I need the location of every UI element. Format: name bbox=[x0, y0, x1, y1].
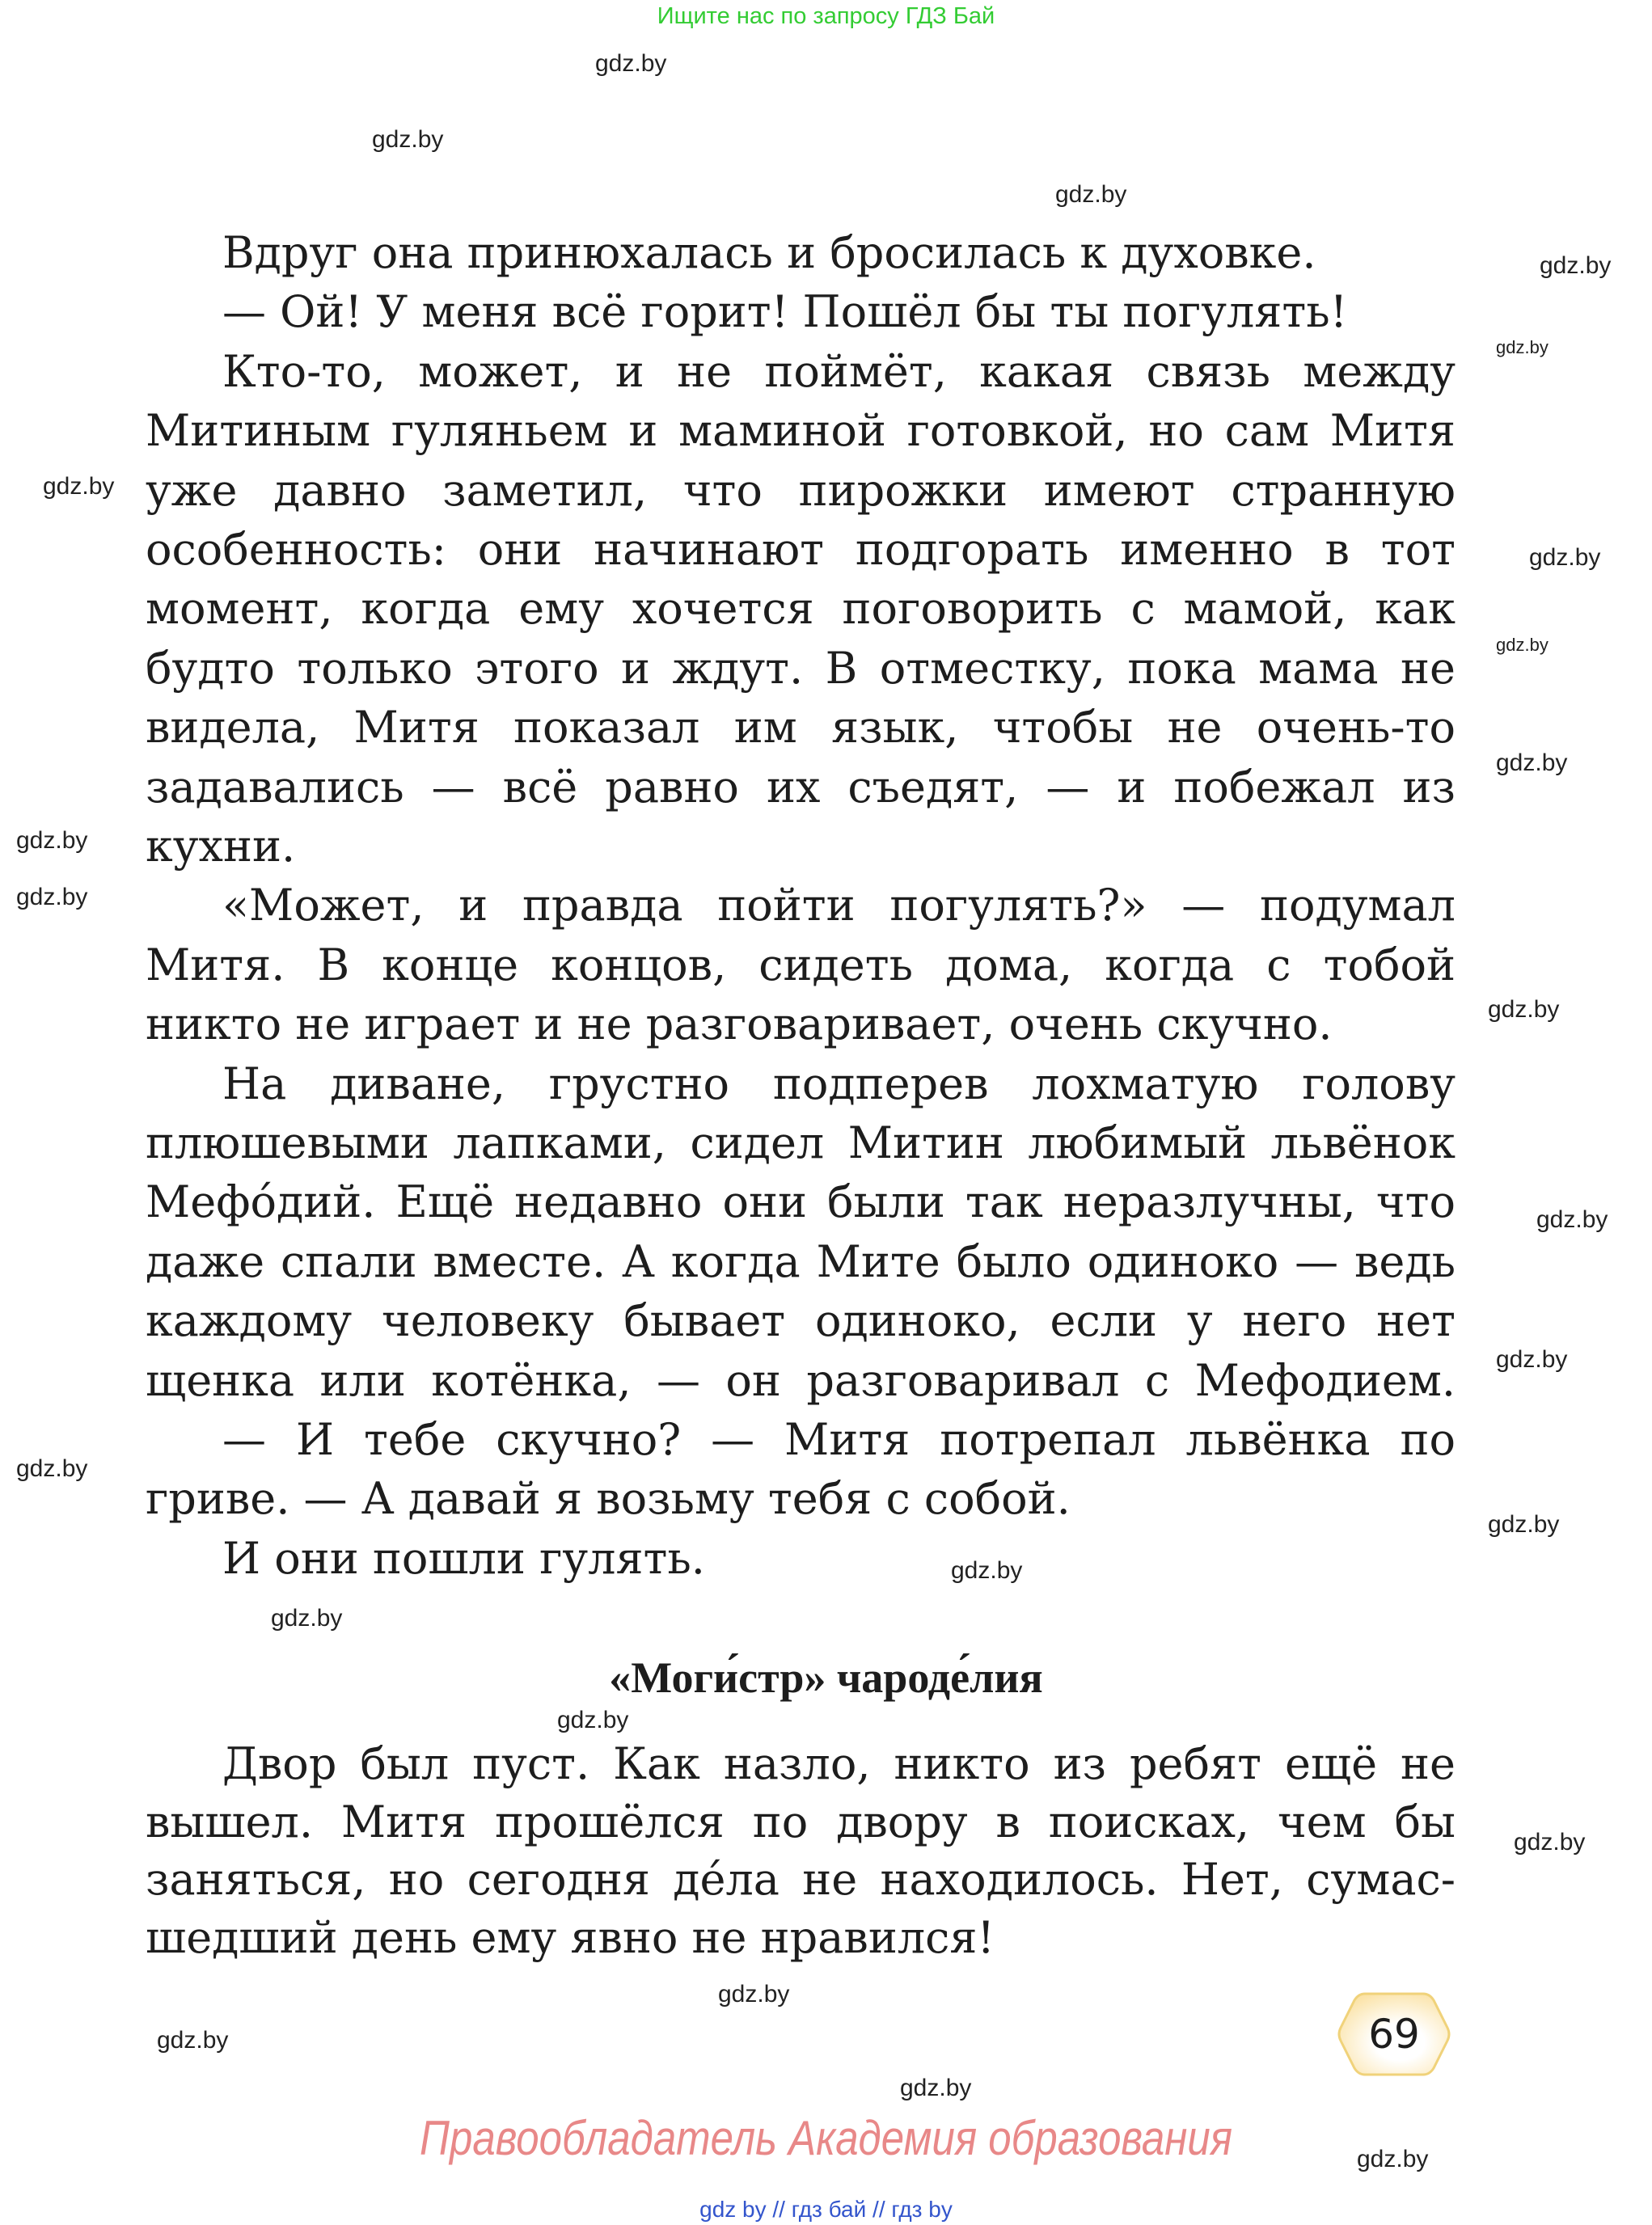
watermark: gdz.by bbox=[157, 2027, 229, 2054]
text-line: И они пошли гулять. bbox=[222, 1532, 705, 1584]
watermark: gdz.by bbox=[43, 473, 115, 500]
watermark: gdz.by bbox=[595, 50, 667, 77]
watermark: gdz.by bbox=[1055, 181, 1127, 208]
watermark: gdz.by bbox=[16, 1455, 88, 1482]
text-line: щенка или котёнка, — он разговаривал с Мефодием. bbox=[146, 1354, 1456, 1406]
text-line: видела, Митя показал им язык, чтобы не очень-то bbox=[146, 702, 1456, 754]
text-line: Кто-то, может, и не поймёт, какая связь между bbox=[222, 345, 1456, 397]
watermark: gdz.by bbox=[1496, 1346, 1568, 1373]
watermark: gdz.by bbox=[1514, 1829, 1586, 1856]
watermark: gdz.by bbox=[1496, 337, 1548, 357]
watermark: gdz.by bbox=[1540, 252, 1612, 279]
text-line: уже давно заметил, что пирожки имеют странную bbox=[146, 464, 1456, 516]
text-line: Вдруг она принюхалась и бросилась к духовке. bbox=[222, 227, 1316, 278]
text-line: задавались — всё равно их съедят, — и побежал из bbox=[146, 761, 1456, 813]
text-line: будто только этого и ждут. В отместку, пока мама не bbox=[146, 642, 1456, 694]
watermark: gdz.by bbox=[1357, 2146, 1429, 2172]
text-line: — Ой! У меня всё горит! Пошёл бы ты погулять! bbox=[222, 286, 1348, 338]
text-line: момент, когда ему хочется поговорить с мамой, как bbox=[146, 583, 1456, 635]
watermark: gdz.by bbox=[951, 1557, 1023, 1584]
watermark: gdz.by bbox=[1496, 749, 1568, 776]
watermark: gdz.by bbox=[1488, 996, 1560, 1023]
text-line: плюшевыми лапками, сидел Митин любимый львёнок bbox=[146, 1117, 1456, 1168]
text-line: вышел. Митя прошёлся по двору в поисках, чем бы bbox=[146, 1796, 1456, 1847]
text-line: «Может, и правда пойти погулять?» — подумал bbox=[222, 880, 1456, 931]
text-line: Двор был пуст. Как назло, никто из ребят ещё не bbox=[222, 1738, 1456, 1789]
rights-holder-notice: Правообладатель Академия образования bbox=[420, 2111, 1232, 2165]
text-line: гриве. — А давай я возьму тебя с собой. bbox=[146, 1473, 1071, 1525]
search-banner[interactable]: Ищите нас по запросу ГДЗ Бай bbox=[657, 3, 995, 29]
watermark: gdz.by bbox=[1529, 544, 1601, 571]
text-line: даже спали вместе. А когда Мите было одиноко — ведь bbox=[146, 1235, 1456, 1287]
text-line: На диване, грустно подперев лохматую голову bbox=[222, 1058, 1456, 1109]
watermark: gdz.by bbox=[557, 1707, 629, 1733]
watermark: gdz.by bbox=[271, 1605, 343, 1632]
text-line: Мефóдий. Ещё недавно они были так неразлучны, что bbox=[146, 1176, 1456, 1228]
text-line: кухни. bbox=[146, 821, 296, 872]
watermark: gdz.by bbox=[1536, 1206, 1608, 1233]
watermark: gdz.by bbox=[718, 1981, 790, 2008]
page-number-badge bbox=[1336, 1991, 1452, 2078]
watermark: gdz.by bbox=[372, 126, 444, 153]
bottom-links[interactable]: gdz by // гдз бай // гдз by bbox=[699, 2197, 953, 2222]
watermark: gdz.by bbox=[1488, 1511, 1560, 1538]
text-line: Митиным гуляньем и маминой готовкой, но сам Митя bbox=[146, 405, 1456, 457]
watermark: gdz.by bbox=[900, 2075, 972, 2101]
watermark: gdz.by bbox=[1496, 635, 1548, 655]
text-line: шедший день ему явно не нравился! bbox=[146, 1911, 995, 1963]
text-line: заняться, но сегодня дéла не находилось. Нет, сумас- bbox=[146, 1854, 1456, 1905]
watermark: gdz.by bbox=[16, 884, 88, 910]
text-line: — И тебе скучно? — Митя потрепал львёнка по bbox=[222, 1414, 1456, 1465]
text-line: никто не играет и не разговаривает, очень скучно. bbox=[146, 999, 1333, 1050]
text-line: особенность: они начинают подгорать именно в тот bbox=[146, 524, 1456, 575]
watermark: gdz.by bbox=[16, 827, 88, 854]
text-line: каждому человеку бывает одиноко, если у него нет bbox=[146, 1295, 1456, 1347]
chapter-heading: «Моги́стр» чароде́лия bbox=[609, 1653, 1043, 1702]
page-number: 69 bbox=[1368, 2011, 1420, 2058]
text-line: Митя. В конце концов, сидеть дома, когда с тобой bbox=[146, 939, 1456, 990]
